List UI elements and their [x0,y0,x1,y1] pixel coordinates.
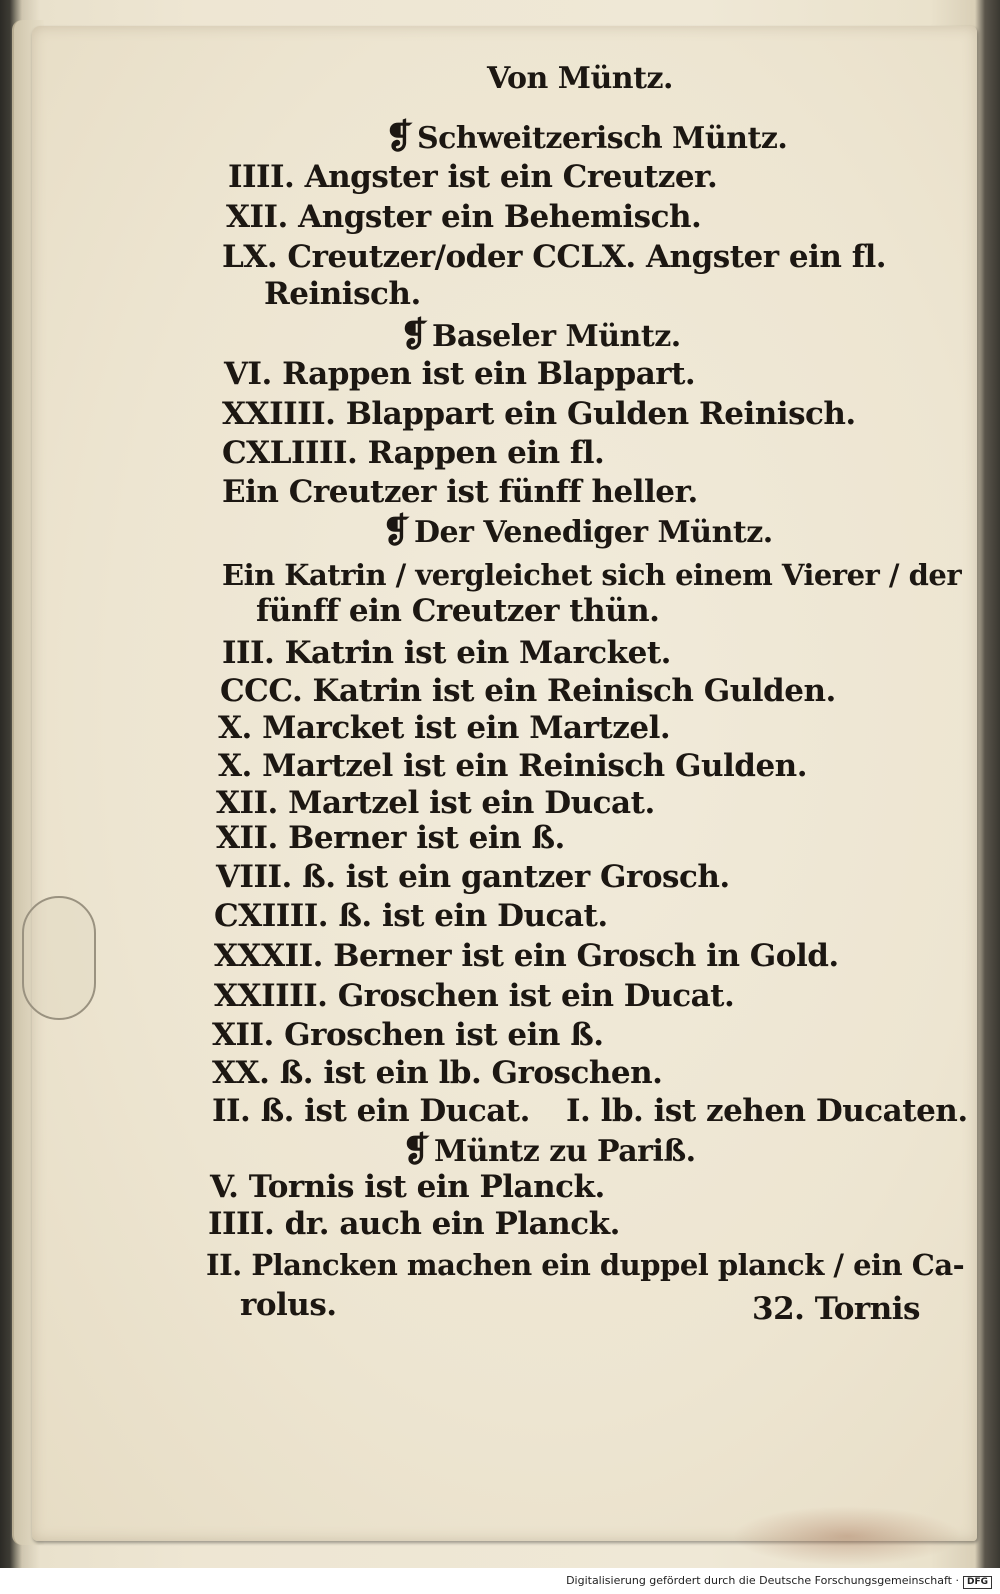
text-line: XII. Martzel ist ein Ducat. [216,785,655,821]
pilcrow-icon: ❡ [402,1130,430,1170]
text-line: IIII. Angster ist ein Creutzer. [228,159,718,195]
pilcrow-icon: ❡ [382,511,410,551]
text-line: Ein Katrin / vergleichet sich einem Vierer / der [222,558,962,592]
text-line: Reinisch. [264,276,421,312]
text-line: CCC. Katrin ist ein Reinisch Gulden. [220,673,836,709]
section-heading: ❡ Der Venediger Müntz. [382,511,773,551]
pilcrow-icon: ❡ [385,117,413,157]
text-line: II. Plancken machen ein duppel planck / ein Ca- [206,1248,965,1282]
text-line: XX. ß. ist ein lb. Groschen. [212,1055,663,1091]
running-head: Von Müntz. [487,61,673,96]
text-line: II. ß. ist ein Ducat. [212,1093,530,1129]
text-line: XXIIII. Groschen ist ein Ducat. [214,978,735,1014]
text-line: VIII. ß. ist ein gantzer Grosch. [216,859,730,895]
dfg-logo: DFG [963,1576,992,1589]
text-line: CXLIIII. Rappen ein fl. [222,435,605,471]
text-line: XXXII. Berner ist ein Grosch in Gold. [214,938,839,974]
text-line: III. Katrin ist ein Marcket. [222,635,671,671]
digitization-credit: Digitalisierung gefördert durch die Deutsche Forschungsgemeinschaft · DFG [566,1574,992,1589]
text-line: X. Martzel ist ein Reinisch Gulden. [218,748,808,784]
pilcrow-icon: ❡ [400,315,428,355]
text-line: XII. Groschen ist ein ß. [212,1017,604,1053]
text-line: rolus. [240,1287,337,1323]
text-line: X. Marcket ist ein Martzel. [218,710,671,746]
section-heading: ❡ Müntz zu Pariß. [402,1130,696,1170]
text-line: CXIIII. ß. ist ein Ducat. [214,898,608,934]
text-line: fünff ein Creutzer thün. [256,593,660,629]
text-line: I. lb. ist zehen Ducaten. [566,1093,968,1129]
text-line: Ein Creutzer ist fünff heller. [222,474,698,510]
text-line: XII. Angster ein Behemisch. [226,199,702,235]
section-heading: ❡ Baseler Müntz. [400,315,681,355]
section-heading: ❡ Schweitzerisch Müntz. [385,117,788,157]
text-line: VI. Rappen ist ein Blappart. [224,356,696,392]
text-line: IIII. dr. auch ein Planck. [208,1206,620,1242]
catchword: 32. Tornis [752,1291,921,1327]
text-line: XXIIII. Blappart ein Gulden Reinisch. [222,396,856,432]
text-line: XII. Berner ist ein ß. [216,820,565,856]
text-line: V. Tornis ist ein Planck. [210,1169,605,1205]
text-line: LX. Creutzer/oder CCLX. Angster ein fl. [222,239,887,275]
